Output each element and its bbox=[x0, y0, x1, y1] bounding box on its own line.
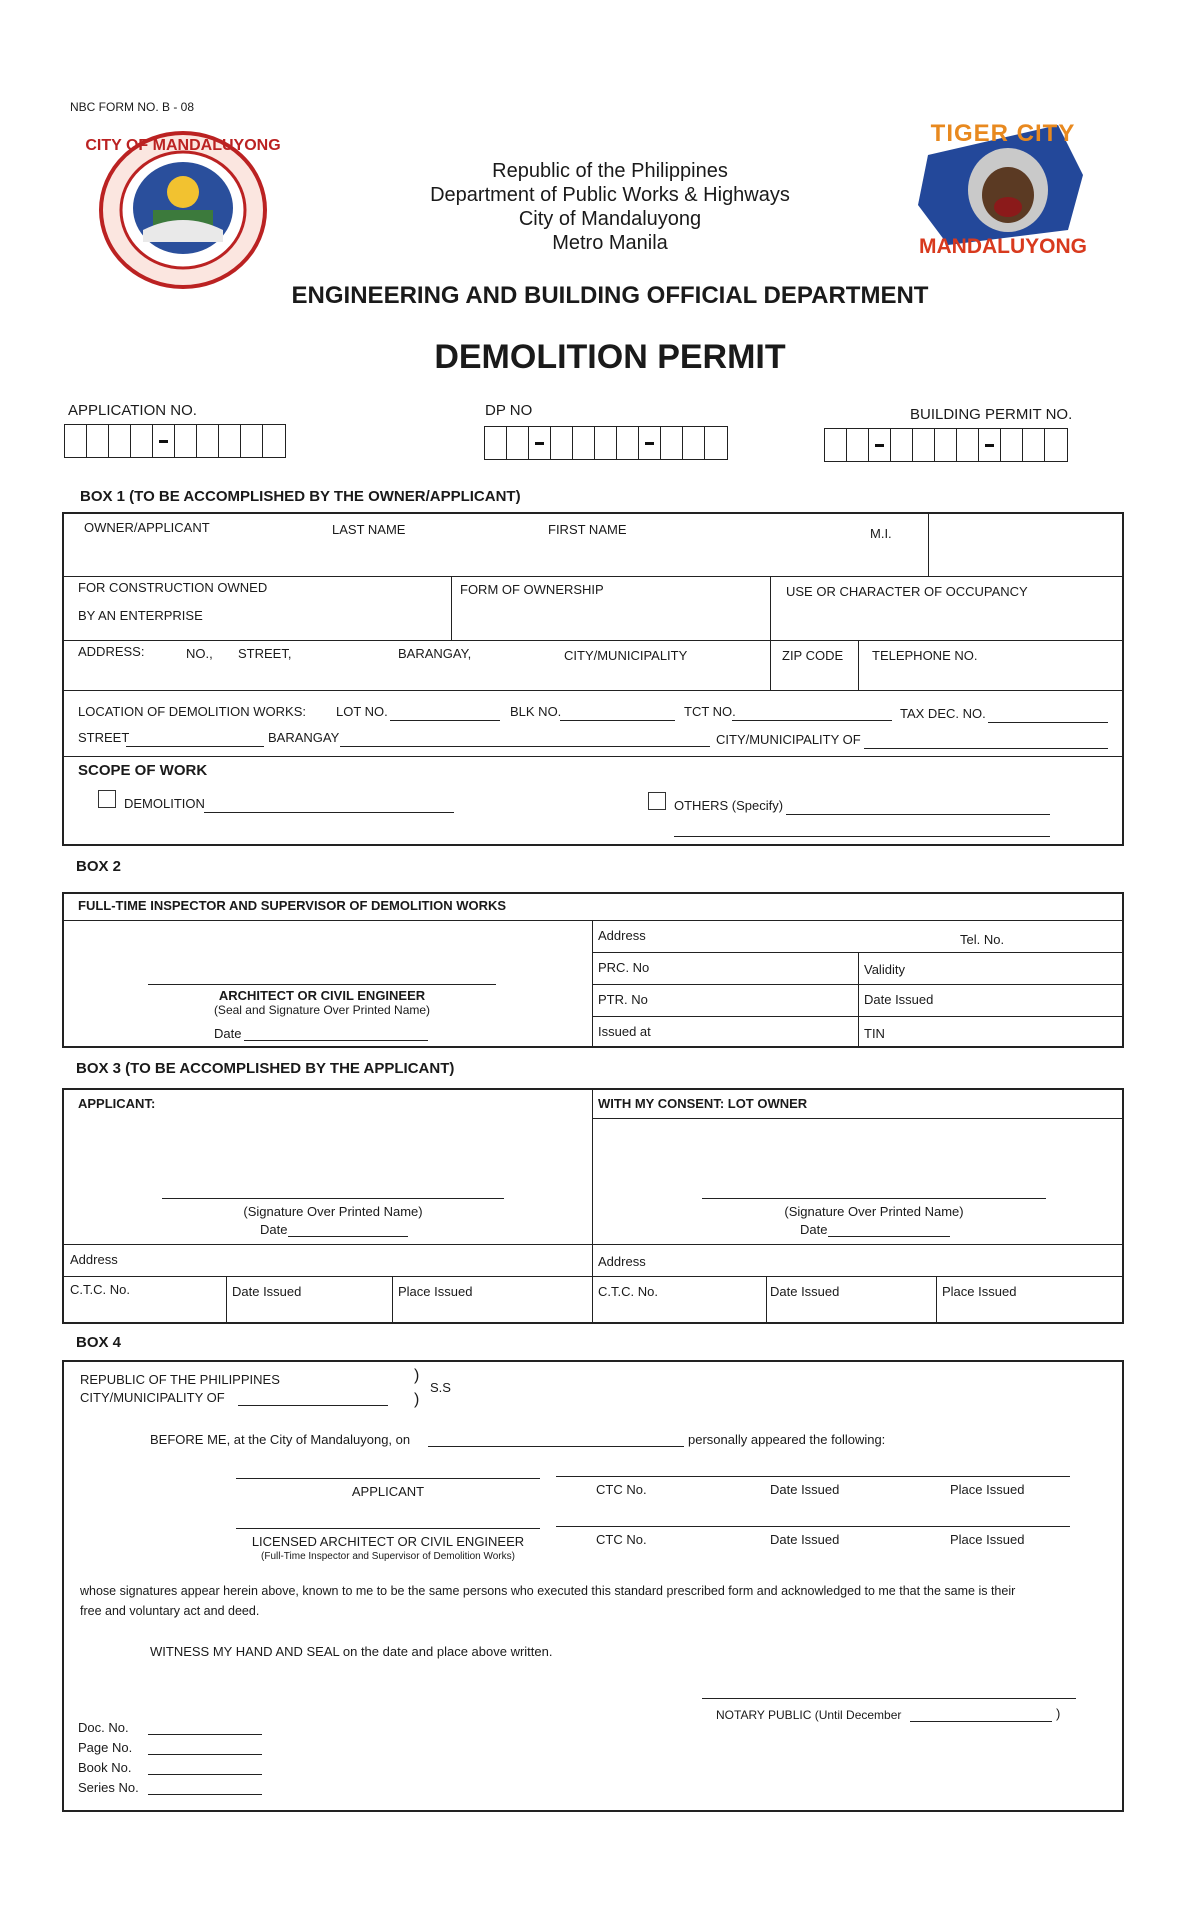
box4-place-issued-label-1: Place Issued bbox=[950, 1482, 1025, 1497]
address-no-label: NO., bbox=[186, 646, 213, 661]
building-permit-no-field[interactable] bbox=[824, 428, 1068, 462]
demolition-input[interactable] bbox=[204, 812, 454, 813]
applicant-place-issued-label: Place Issued bbox=[398, 1284, 473, 1299]
box4-date-issued-label-2: Date Issued bbox=[770, 1532, 840, 1547]
owner-name-input[interactable] bbox=[80, 540, 920, 570]
location-street-input[interactable] bbox=[126, 746, 264, 747]
location-barangay-input[interactable] bbox=[340, 746, 710, 747]
applicant-label: APPLICANT: bbox=[78, 1096, 156, 1111]
seal-signature-label: (Seal and Signature Over Printed Name) bbox=[213, 1003, 431, 1017]
tct-no-input[interactable] bbox=[732, 720, 892, 721]
logo-top-text: TIGER CITY bbox=[930, 120, 1076, 147]
telephone-label: TELEPHONE NO. bbox=[872, 648, 978, 663]
box4-engineer-ctc-line[interactable] bbox=[556, 1526, 1070, 1527]
department-title: ENGINEERING AND BUILDING OFFICIAL DEPARTMENT bbox=[291, 282, 929, 309]
zip-code-label: ZIP CODE bbox=[782, 648, 844, 663]
box1-heading: BOX 1 (TO BE ACCOMPLISHED BY THE OWNER/APPLICANT) bbox=[80, 488, 521, 505]
ptr-no-label: PTR. No bbox=[598, 992, 648, 1007]
location-city-label: CITY/MUNICIPALITY OF bbox=[716, 732, 861, 747]
mi-label: M.I. bbox=[870, 526, 892, 541]
box4-ctc-label-1: CTC No. bbox=[596, 1482, 647, 1497]
architect-date-label: Date bbox=[214, 1026, 242, 1041]
box2-title: FULL-TIME INSPECTOR AND SUPERVISOR OF DEMOLITION WORKS bbox=[78, 898, 507, 913]
box4-heading: BOX 4 bbox=[76, 1334, 122, 1351]
blk-no-label: BLK NO. bbox=[510, 704, 562, 719]
architect-label: ARCHITECT OR CIVIL ENGINEER bbox=[218, 988, 426, 1003]
by-enterprise-label: BY AN ENTERPRISE bbox=[78, 608, 203, 623]
page-no-label: Page No. bbox=[78, 1740, 133, 1755]
issued-at-label: Issued at bbox=[598, 1024, 651, 1039]
lot-owner-signature-line[interactable] bbox=[702, 1198, 1046, 1199]
series-no-input[interactable] bbox=[148, 1794, 262, 1795]
licensed-engineer-label: LICENSED ARCHITECT OR CIVIL ENGINEER bbox=[251, 1534, 525, 1549]
form-of-ownership-input[interactable] bbox=[460, 602, 760, 636]
logo-bottom-text: MANDALUYONG bbox=[919, 235, 1087, 258]
book-no-label: Book No. bbox=[78, 1760, 132, 1775]
tax-dec-no-input[interactable] bbox=[988, 722, 1108, 723]
republic-label: REPUBLIC OF THE PHILIPPINES bbox=[80, 1372, 280, 1387]
others-input[interactable] bbox=[786, 814, 1050, 815]
whose-signatures-text-1: whose signatures appear herein above, known to me to be the same persons who executed this standard prescribed form and acknowledged to me that the same is their bbox=[80, 1584, 1016, 1598]
address-city-label: CITY/MUNICIPALITY bbox=[564, 648, 688, 663]
applicant-signature-line[interactable] bbox=[162, 1198, 504, 1199]
application-no-field[interactable] bbox=[64, 424, 286, 458]
first-name-label: FIRST NAME bbox=[548, 522, 627, 537]
scope-of-work-label: SCOPE OF WORK bbox=[78, 762, 208, 779]
dp-no-label: DP NO bbox=[485, 402, 533, 419]
architect-signature-line[interactable] bbox=[148, 984, 496, 985]
form-of-ownership-label: FORM OF OWNERSHIP bbox=[460, 582, 604, 597]
box2-frame bbox=[62, 892, 1124, 1048]
series-no-label: Series No. bbox=[78, 1780, 139, 1795]
header-line-3: City of Mandaluyong bbox=[518, 208, 702, 230]
seal-text: CITY OF MANDALUYONG bbox=[85, 137, 281, 154]
box4-city-input[interactable] bbox=[238, 1405, 388, 1406]
city-of-label: CITY/MUNICIPALITY OF bbox=[80, 1390, 225, 1405]
box2-address-label: Address bbox=[598, 928, 646, 943]
before-me-date-input[interactable] bbox=[428, 1446, 684, 1447]
building-permit-no-label: BUILDING PERMIT NO. bbox=[910, 406, 1073, 423]
tel-no-label: Tel. No. bbox=[960, 932, 1005, 947]
box3-heading: BOX 3 (TO BE ACCOMPLISHED BY THE APPLICANT) bbox=[76, 1060, 455, 1077]
lot-owner-signature-label: (Signature Over Printed Name) bbox=[784, 1204, 964, 1219]
lot-owner-date-issued-label: Date Issued bbox=[770, 1284, 840, 1299]
applicant-date-label: Date bbox=[260, 1222, 288, 1237]
tct-no-label: TCT NO. bbox=[684, 704, 736, 719]
box2-heading: BOX 2 bbox=[76, 858, 122, 875]
header-line-4: Metro Manila bbox=[552, 232, 668, 254]
location-street-label: STREET bbox=[78, 730, 130, 745]
form-number: NBC FORM NO. B - 08 bbox=[70, 100, 195, 114]
dp-no-field[interactable] bbox=[484, 426, 728, 460]
box4-place-issued-label-2: Place Issued bbox=[950, 1532, 1025, 1547]
location-city-input[interactable] bbox=[864, 748, 1108, 749]
lot-owner-date-label: Date bbox=[800, 1222, 828, 1237]
architect-date-input[interactable] bbox=[244, 1040, 428, 1041]
box4-applicant-label: APPLICANT bbox=[351, 1484, 425, 1499]
book-no-input[interactable] bbox=[148, 1774, 262, 1775]
lot-owner-address-label: Address bbox=[598, 1254, 646, 1269]
use-character-label: USE OR CHARACTER OF OCCUPANCY bbox=[786, 584, 1028, 599]
others-input-line-2[interactable] bbox=[674, 836, 1050, 837]
box4-applicant-signature-line[interactable] bbox=[236, 1478, 540, 1479]
lot-owner-date-input[interactable] bbox=[828, 1236, 950, 1237]
for-construction-label: FOR CONSTRUCTION OWNED bbox=[78, 580, 268, 595]
notary-signature-line[interactable] bbox=[702, 1698, 1076, 1699]
owner-applicant-label: OWNER/APPLICANT bbox=[84, 520, 210, 535]
applicant-date-input[interactable] bbox=[288, 1236, 408, 1237]
lot-no-input[interactable] bbox=[390, 720, 500, 721]
whose-signatures-text-2: free and voluntary act and deed. bbox=[80, 1604, 260, 1618]
lot-owner-ctc-label: C.T.C. No. bbox=[598, 1284, 658, 1299]
others-label: OTHERS (Specify) bbox=[674, 798, 784, 813]
box2-date-issued-label: Date Issued bbox=[864, 992, 934, 1007]
demolition-checkbox[interactable] bbox=[98, 790, 116, 808]
witness-text: WITNESS MY HAND AND SEAL on the date and place above written. bbox=[150, 1644, 553, 1659]
notary-close-paren: ) bbox=[1056, 1706, 1061, 1721]
applicant-date-issued-label: Date Issued bbox=[232, 1284, 302, 1299]
ss-bracket: ) ) bbox=[414, 1367, 420, 1408]
last-name-label: LAST NAME bbox=[332, 522, 406, 537]
city-seal-logo bbox=[85, 130, 281, 290]
fulltime-inspector-label: (Full-Time Inspector and Supervisor of Demolition Works) bbox=[261, 1551, 515, 1562]
notary-until-input[interactable] bbox=[910, 1721, 1052, 1722]
page-no-input[interactable] bbox=[148, 1754, 262, 1755]
applicant-signature-label: (Signature Over Printed Name) bbox=[243, 1204, 423, 1219]
header-line-2: Department of Public Works & Highways bbox=[430, 184, 790, 206]
demolition-label: DEMOLITION bbox=[124, 796, 205, 811]
validity-label: Validity bbox=[864, 962, 905, 977]
blk-no-input[interactable] bbox=[560, 720, 675, 721]
personally-appeared-label: personally appeared the following: bbox=[688, 1432, 886, 1447]
tin-label: TIN bbox=[864, 1026, 885, 1041]
tax-dec-no-label: TAX DEC. NO. bbox=[900, 706, 986, 721]
box4-date-issued-label-1: Date Issued bbox=[770, 1482, 840, 1497]
header-line-1: Republic of the Philippines bbox=[492, 160, 728, 182]
box4-applicant-ctc-line[interactable] bbox=[556, 1476, 1070, 1477]
ss-label: S.S bbox=[430, 1380, 451, 1395]
location-barangay-label: BARANGAY bbox=[268, 730, 340, 745]
doc-no-input[interactable] bbox=[148, 1734, 262, 1735]
others-checkbox[interactable] bbox=[648, 792, 666, 810]
box4-engineer-signature-line[interactable] bbox=[236, 1528, 540, 1529]
before-me-label: BEFORE ME, at the City of Mandaluyong, on bbox=[150, 1432, 411, 1447]
applicant-ctc-label: C.T.C. No. bbox=[70, 1282, 130, 1297]
tiger-city-logo bbox=[908, 115, 1098, 265]
consent-label: WITH MY CONSENT: LOT OWNER bbox=[598, 1096, 808, 1111]
page-title: DEMOLITION PERMIT bbox=[434, 338, 786, 376]
address-label: ADDRESS: bbox=[78, 644, 145, 659]
box4-ctc-label-2: CTC No. bbox=[596, 1532, 647, 1547]
lot-no-label: LOT NO. bbox=[336, 704, 388, 719]
address-street-label: STREET, bbox=[238, 646, 292, 661]
address-input[interactable] bbox=[80, 664, 760, 688]
lot-owner-place-issued-label: Place Issued bbox=[942, 1284, 1017, 1299]
application-no-label: APPLICATION NO. bbox=[68, 402, 197, 419]
doc-no-label: Doc. No. bbox=[78, 1720, 129, 1735]
prc-no-label: PRC. No bbox=[598, 960, 650, 975]
notary-public-label: NOTARY PUBLIC (Until December bbox=[716, 1708, 902, 1722]
use-character-input[interactable] bbox=[780, 604, 1110, 636]
address-barangay-label: BARANGAY, bbox=[398, 646, 472, 661]
applicant-address-label: Address bbox=[70, 1252, 118, 1267]
location-label: LOCATION OF DEMOLITION WORKS: bbox=[78, 704, 306, 719]
